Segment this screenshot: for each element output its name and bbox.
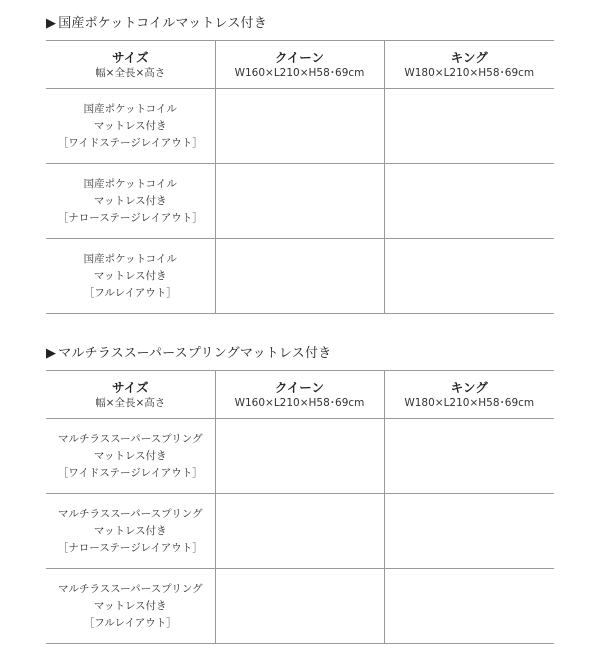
size-header-cell: サイズ 幅×全長×高さ [46,371,215,419]
king-image-cell [384,569,554,644]
king-image-cell [384,89,554,164]
king-image-cell [384,494,554,569]
queen-image-cell [215,494,384,569]
king-image-cell [384,419,554,494]
row-label-cell: マルチラススーパースプリング マットレス付き ［ナローステージレイアウト］ [46,494,215,569]
table-header-row [46,41,554,89]
row-label-cell: 国産ポケットコイル マットレス付き ［ワイドステージレイアウト］ [46,89,215,164]
row-label-cell: マルチラススーパースプリング マットレス付き ［フルレイアウト］ [46,569,215,644]
table-row [46,89,554,164]
table-row [46,419,554,494]
triangle-bullet-icon: ▶ [46,16,57,31]
king-image-cell [384,164,554,239]
table-row [46,164,554,239]
section-title-pocket-coil: ▶ 国産ポケットコイルマットレス付き [46,16,267,31]
queen-header-cell: クイーン W160×L210×H58･69cm [215,371,384,419]
section-title-multi-spring: ▶ マルチラススーパースプリングマットレス付き [46,346,332,361]
size-table-multi-spring [46,370,554,644]
queen-image-cell [215,239,384,314]
queen-image-cell [215,569,384,644]
table-row [46,569,554,644]
table-row [46,239,554,314]
triangle-bullet-icon: ▶ [46,346,57,361]
queen-image-cell [215,164,384,239]
size-header-cell: サイズ 幅×全長×高さ [46,41,215,89]
row-label-cell: マルチラススーパースプリング マットレス付き ［ワイドステージレイアウト］ [46,419,215,494]
king-header-cell: キング W180×L210×H58･69cm [384,371,554,419]
row-label-cell: 国産ポケットコイル マットレス付き ［フルレイアウト］ [46,239,215,314]
table-row [46,494,554,569]
king-image-cell [384,239,554,314]
row-label-cell: 国産ポケットコイル マットレス付き ［ナローステージレイアウト］ [46,164,215,239]
queen-image-cell [215,89,384,164]
queen-header-cell: クイーン W160×L210×H58･69cm [215,41,384,89]
queen-image-cell [215,419,384,494]
size-table-pocket-coil [46,40,554,314]
king-header-cell: キング W180×L210×H58･69cm [384,41,554,89]
table-header-row [46,371,554,419]
